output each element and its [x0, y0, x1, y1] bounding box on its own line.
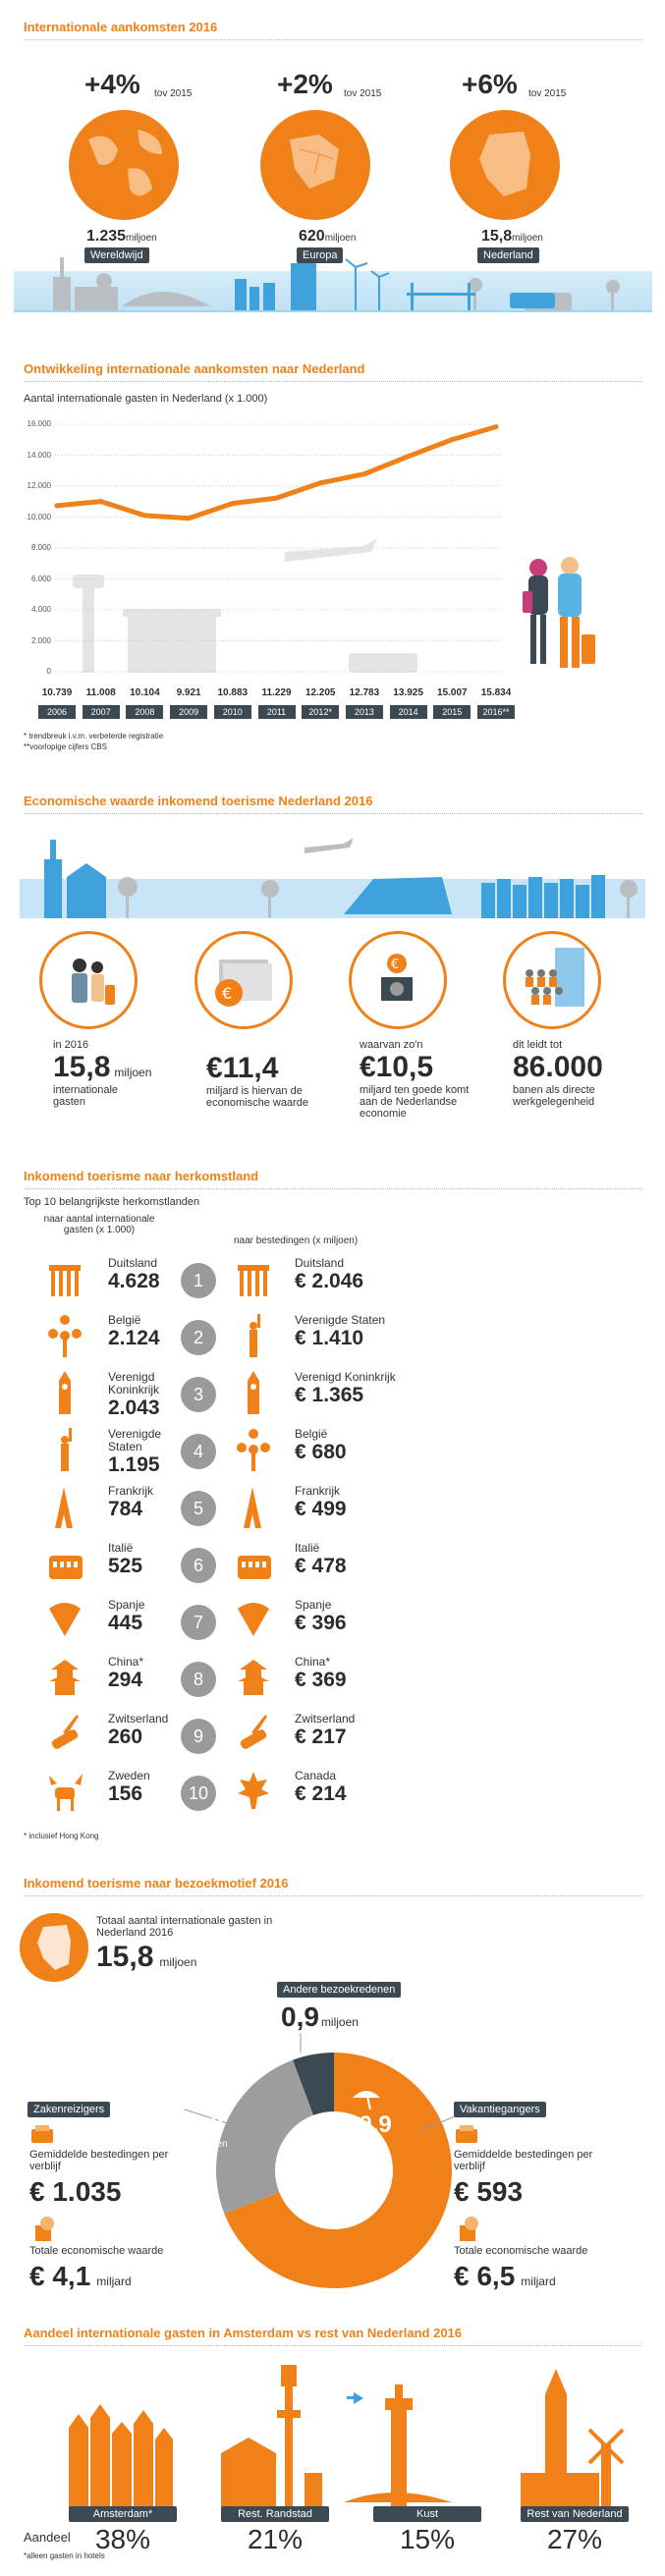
rank-badge: 6	[181, 1548, 216, 1583]
region-tag: Kust	[373, 2506, 481, 2522]
guests-value: 445	[108, 1612, 143, 1634]
right-country-cell	[295, 1485, 403, 1521]
region-share: 21%	[247, 2524, 304, 2554]
y-tick-label: 4.000	[30, 605, 51, 614]
x-tick-label: 2010	[214, 705, 251, 719]
data-label: 15.007	[437, 687, 468, 698]
share-footnote: *alleen gasten in hotels	[24, 2551, 105, 2560]
europe-value: 620miljoen	[299, 228, 357, 245]
spending-value: € 1.410	[295, 1327, 364, 1349]
chart-subtitle: Aantal internationale gasten in Nederland (x 1.000)	[24, 393, 268, 405]
rank-badge: 10	[181, 1776, 216, 1811]
y-tick-label: 2.000	[30, 635, 51, 645]
country-name: China*	[108, 1655, 144, 1669]
country-name: Canada	[295, 1769, 337, 1782]
spending-value: € 214	[295, 1782, 347, 1805]
y-tick-label: 8.000	[30, 543, 51, 552]
guests-value: 294	[108, 1669, 143, 1691]
section-title-development: Ontwikkeling internationale aankomsten naar Nederland	[24, 361, 365, 376]
maple-leaf-icon	[236, 1770, 273, 1813]
region-share: 15%	[399, 2524, 456, 2554]
guests-icon	[39, 931, 138, 1029]
origin-subtitle: Top 10 belangrijkste herkomstlanden	[24, 1196, 200, 1208]
eiffel-tower-icon	[47, 1485, 84, 1528]
origin-left-header: naar aantal internationale gasten (x 1.000)	[43, 1214, 155, 1235]
region-tag: Amsterdam*	[69, 2506, 177, 2522]
pagoda-icon	[47, 1656, 84, 1699]
motive-total-label: Totaal aantal internationale gasten in Nederland 2016	[96, 1915, 273, 1939]
leisure-tag: Vakantiegangers	[454, 2102, 546, 2117]
right-country-cell	[295, 1656, 403, 1692]
spending-value: € 217	[295, 1726, 347, 1748]
briefcase-icon	[194, 2084, 224, 2110]
business-donut-unit: miljoen	[196, 2139, 228, 2150]
business-donut-value: 4,0	[191, 2111, 224, 2138]
left-country-cell	[108, 1314, 187, 1350]
airport-illustration-icon	[73, 538, 417, 673]
stat-guests: in 2016 15,8 miljoen internationale gasten	[53, 1039, 152, 1108]
world-value: 1.235miljoen	[86, 228, 157, 245]
guests-value: 156	[108, 1782, 143, 1805]
section-title-motive: Inkomend toerisme naar bezoekmotief 2016	[24, 1876, 289, 1891]
swiss-knife-icon	[236, 1713, 273, 1756]
data-label: 12.783	[349, 687, 380, 698]
guests-value: 784	[108, 1498, 143, 1520]
guests-value: 1.195	[108, 1453, 160, 1476]
big-ben-icon	[47, 1371, 84, 1414]
rank-badge: 4	[181, 1434, 216, 1469]
coins-icon	[29, 2214, 59, 2243]
world-tov: tov 2015	[154, 88, 193, 99]
x-tick-label: 2012*	[302, 705, 339, 719]
chart-footnote-1: * trendbreuk i.v.m. verbeterde registratie	[24, 732, 164, 740]
beach-umbrella-icon	[349, 2084, 384, 2110]
fan-icon	[47, 1599, 84, 1642]
data-label: 11.229	[261, 687, 292, 698]
spending-value: € 2.046	[295, 1270, 364, 1292]
left-country-cell	[108, 1542, 187, 1578]
nl-tov: tov 2015	[528, 88, 567, 99]
x-tick-label: 2016**	[477, 705, 515, 719]
section-title-arrivals: Internationale aankomsten 2016	[24, 20, 218, 34]
country-name: Duitsland	[295, 1256, 345, 1270]
x-tick-label: 2008	[126, 705, 163, 719]
right-country-cell	[295, 1371, 403, 1407]
x-tick-label: 2009	[170, 705, 207, 719]
travellers-illustration-icon	[511, 550, 599, 678]
other-tag: Andere bezoekredenen	[277, 1982, 401, 1998]
guests-value: 525	[108, 1555, 143, 1577]
leisure-econ-value: € 6,5 miljard	[454, 2261, 556, 2291]
leisure-spend-label: Gemiddelde bestedingen per verblijf	[454, 2149, 593, 2172]
rank-badge: 8	[181, 1662, 216, 1697]
country-name: Zweden	[108, 1769, 150, 1782]
y-tick-label: 14.000	[27, 450, 51, 460]
region-tag: Rest van Nederland	[521, 2506, 629, 2522]
divider	[24, 2345, 641, 2346]
spending-value: € 396	[295, 1612, 347, 1634]
series-line	[57, 427, 496, 519]
country-name: Spanje	[108, 1598, 145, 1612]
country-name: België	[295, 1427, 328, 1441]
spending-value: € 499	[295, 1498, 347, 1520]
nl-tag: Nederland	[477, 247, 539, 263]
colosseum-icon	[47, 1542, 84, 1585]
y-tick-label: 6.000	[30, 574, 51, 583]
origin-footnote: * inclusief Hong Kong	[24, 1832, 99, 1840]
atomium-icon	[47, 1314, 84, 1357]
guests-value: 2.124	[108, 1327, 160, 1349]
eiffel-tower-icon	[236, 1485, 273, 1528]
country-name: Zwitserland	[295, 1712, 356, 1726]
data-label: 10.883	[217, 687, 249, 698]
country-name: Spanje	[295, 1598, 332, 1612]
europe-tag: Europa	[297, 247, 343, 263]
x-tick-label: 2015	[433, 705, 471, 719]
data-label: 12.205	[305, 687, 336, 698]
country-name: Frankrijk	[108, 1484, 154, 1498]
country-name: Italië	[108, 1541, 134, 1555]
guests-value: 260	[108, 1726, 143, 1748]
right-country-cell	[295, 1257, 403, 1293]
other-value: 0,9 miljoen	[281, 2001, 359, 2032]
left-country-cell	[108, 1257, 187, 1293]
country-name: China*	[295, 1655, 331, 1669]
right-country-cell	[295, 1713, 403, 1749]
gate-icon	[236, 1257, 273, 1300]
moose-icon	[47, 1770, 84, 1813]
swiss-knife-icon	[47, 1713, 84, 1756]
business-econ-value: € 4,1 miljard	[29, 2261, 132, 2291]
divider	[24, 813, 641, 814]
country-name: Verenigd Koninkrijk	[295, 1370, 396, 1384]
spending-value: € 1.365	[295, 1384, 364, 1406]
right-country-cell	[295, 1599, 403, 1635]
origin-right-header: naar bestedingen (x miljoen)	[234, 1235, 359, 1246]
y-tick-label: 0	[46, 667, 51, 676]
country-name: Frankrijk	[295, 1484, 341, 1498]
country-name: Duitsland	[108, 1256, 158, 1270]
left-country-cell	[108, 1485, 187, 1521]
nl-pct: +6%	[462, 69, 518, 99]
gate-icon	[47, 1257, 84, 1300]
leisure-econ-label: Totale economische waarde	[454, 2245, 588, 2257]
chart-footnote-2: **voorlopige cijfers CBS	[24, 742, 107, 751]
share-row-label: Aandeel	[24, 2530, 71, 2545]
stat-economic-value: €11,4 miljard is hiervan de economische waarde	[206, 1052, 308, 1109]
x-tick-label: 2014	[390, 705, 427, 719]
statue-of-liberty-icon	[236, 1314, 273, 1357]
world-tag: Wereldwijd	[84, 247, 149, 263]
leisure-spend-value: € 593	[454, 2176, 524, 2207]
divider	[24, 1188, 641, 1189]
colosseum-icon	[236, 1542, 273, 1585]
rank-badge: 7	[181, 1605, 216, 1640]
spending-value: € 680	[295, 1441, 347, 1463]
europe-tov: tov 2015	[344, 88, 382, 99]
left-country-cell	[108, 1713, 187, 1749]
leisure-donut-unit: miljoen	[354, 2139, 385, 2150]
data-label: 11.008	[85, 687, 116, 698]
x-tick-label: 2011	[258, 705, 296, 719]
y-tick-label: 12.000	[27, 481, 51, 490]
country-name: Italië	[295, 1541, 320, 1555]
x-tick-label: 2006	[38, 705, 76, 719]
business-econ-label: Totale economische waarde	[29, 2245, 164, 2257]
svg-text:€: €	[391, 958, 400, 972]
left-country-cell	[108, 1371, 187, 1420]
region-share: 38%	[94, 2524, 151, 2554]
spending-value: € 369	[295, 1669, 347, 1691]
nl-value: 15,8miljoen	[481, 228, 543, 245]
pagoda-icon	[236, 1656, 273, 1699]
business-spend-value: € 1.035	[29, 2176, 122, 2207]
data-label: 13.925	[393, 687, 423, 698]
rank-badge: 2	[181, 1320, 216, 1355]
divider	[24, 1895, 641, 1896]
x-tick-label: 2007	[83, 705, 120, 719]
section-title-economic: Economische waarde inkomend toerisme Nederland 2016	[24, 794, 373, 808]
guests-value: 4.628	[108, 1270, 160, 1292]
stat-dutch-economy: waarvan zo'n €10,5 miljard ten goede komt aan de Nederlandse economie	[360, 1039, 470, 1120]
statue-of-liberty-icon	[47, 1428, 84, 1471]
rank-badge: 1	[181, 1263, 216, 1298]
y-tick-label: 16.000	[27, 419, 51, 428]
business-spend-label: Gemiddelde bestedingen per verblijf	[29, 2149, 169, 2172]
data-label: 10.104	[130, 687, 160, 698]
motive-total-value: 15,8 miljoen	[96, 1941, 197, 1973]
data-label: 10.739	[41, 687, 73, 698]
country-name: België	[108, 1313, 141, 1327]
leisure-donut-value: 10,9	[346, 2111, 392, 2138]
left-country-cell	[108, 1770, 187, 1806]
right-country-cell	[295, 1542, 403, 1578]
jobs-icon	[503, 931, 601, 1029]
amsterdam-skyline-illustration	[20, 830, 645, 923]
right-country-cell	[295, 1770, 403, 1806]
country-name: Verenigde Staten	[108, 1427, 162, 1453]
wallet-icon	[29, 2123, 55, 2145]
data-label: 9.921	[176, 687, 201, 698]
spending-value: € 478	[295, 1555, 347, 1577]
section-title-origin: Inkomend toerisme naar herkomstland	[24, 1169, 259, 1183]
business-tag: Zakenreizigers	[28, 2102, 110, 2117]
region-share: 27%	[546, 2524, 603, 2554]
y-tick-label: 10.000	[27, 512, 51, 521]
coins-icon	[454, 2214, 483, 2243]
rank-badge: 5	[181, 1491, 216, 1526]
left-country-cell	[108, 1428, 187, 1477]
country-name: Zwitserland	[108, 1712, 169, 1726]
country-name: Verenigde Staten	[295, 1313, 386, 1327]
atomium-icon	[236, 1428, 273, 1471]
left-country-cell	[108, 1599, 187, 1635]
rank-badge: 3	[181, 1377, 216, 1412]
data-label: 15.834	[480, 687, 512, 698]
x-tick-label: 2013	[346, 705, 383, 719]
svg-text:€: €	[222, 984, 233, 1003]
money-icon	[194, 931, 293, 1029]
world-pct: +4%	[84, 69, 140, 99]
right-country-cell	[295, 1314, 403, 1350]
fan-icon	[236, 1599, 273, 1642]
left-country-cell	[108, 1656, 187, 1692]
rank-badge: 9	[181, 1719, 216, 1754]
stat-jobs: dit leidt tot 86.000 banen als directe werkgelegenheid	[513, 1039, 603, 1108]
region-tag: Rest. Randstad	[221, 2506, 329, 2522]
section-title-share: Aandeel internationale gasten in Amsterdam vs rest van Nederland 2016	[24, 2326, 463, 2340]
country-name: Verenigd Koninkrijk	[108, 1370, 160, 1397]
big-ben-icon	[236, 1371, 273, 1414]
economy-icon	[349, 931, 447, 1029]
guests-value: 2.043	[108, 1397, 160, 1419]
wallet-icon	[454, 2123, 479, 2145]
business-slice	[216, 2060, 313, 2215]
netherlands-map-icon	[20, 1913, 88, 1982]
right-country-cell	[295, 1428, 403, 1464]
regions-illustration	[0, 2355, 665, 2517]
europe-pct: +2%	[277, 69, 333, 99]
